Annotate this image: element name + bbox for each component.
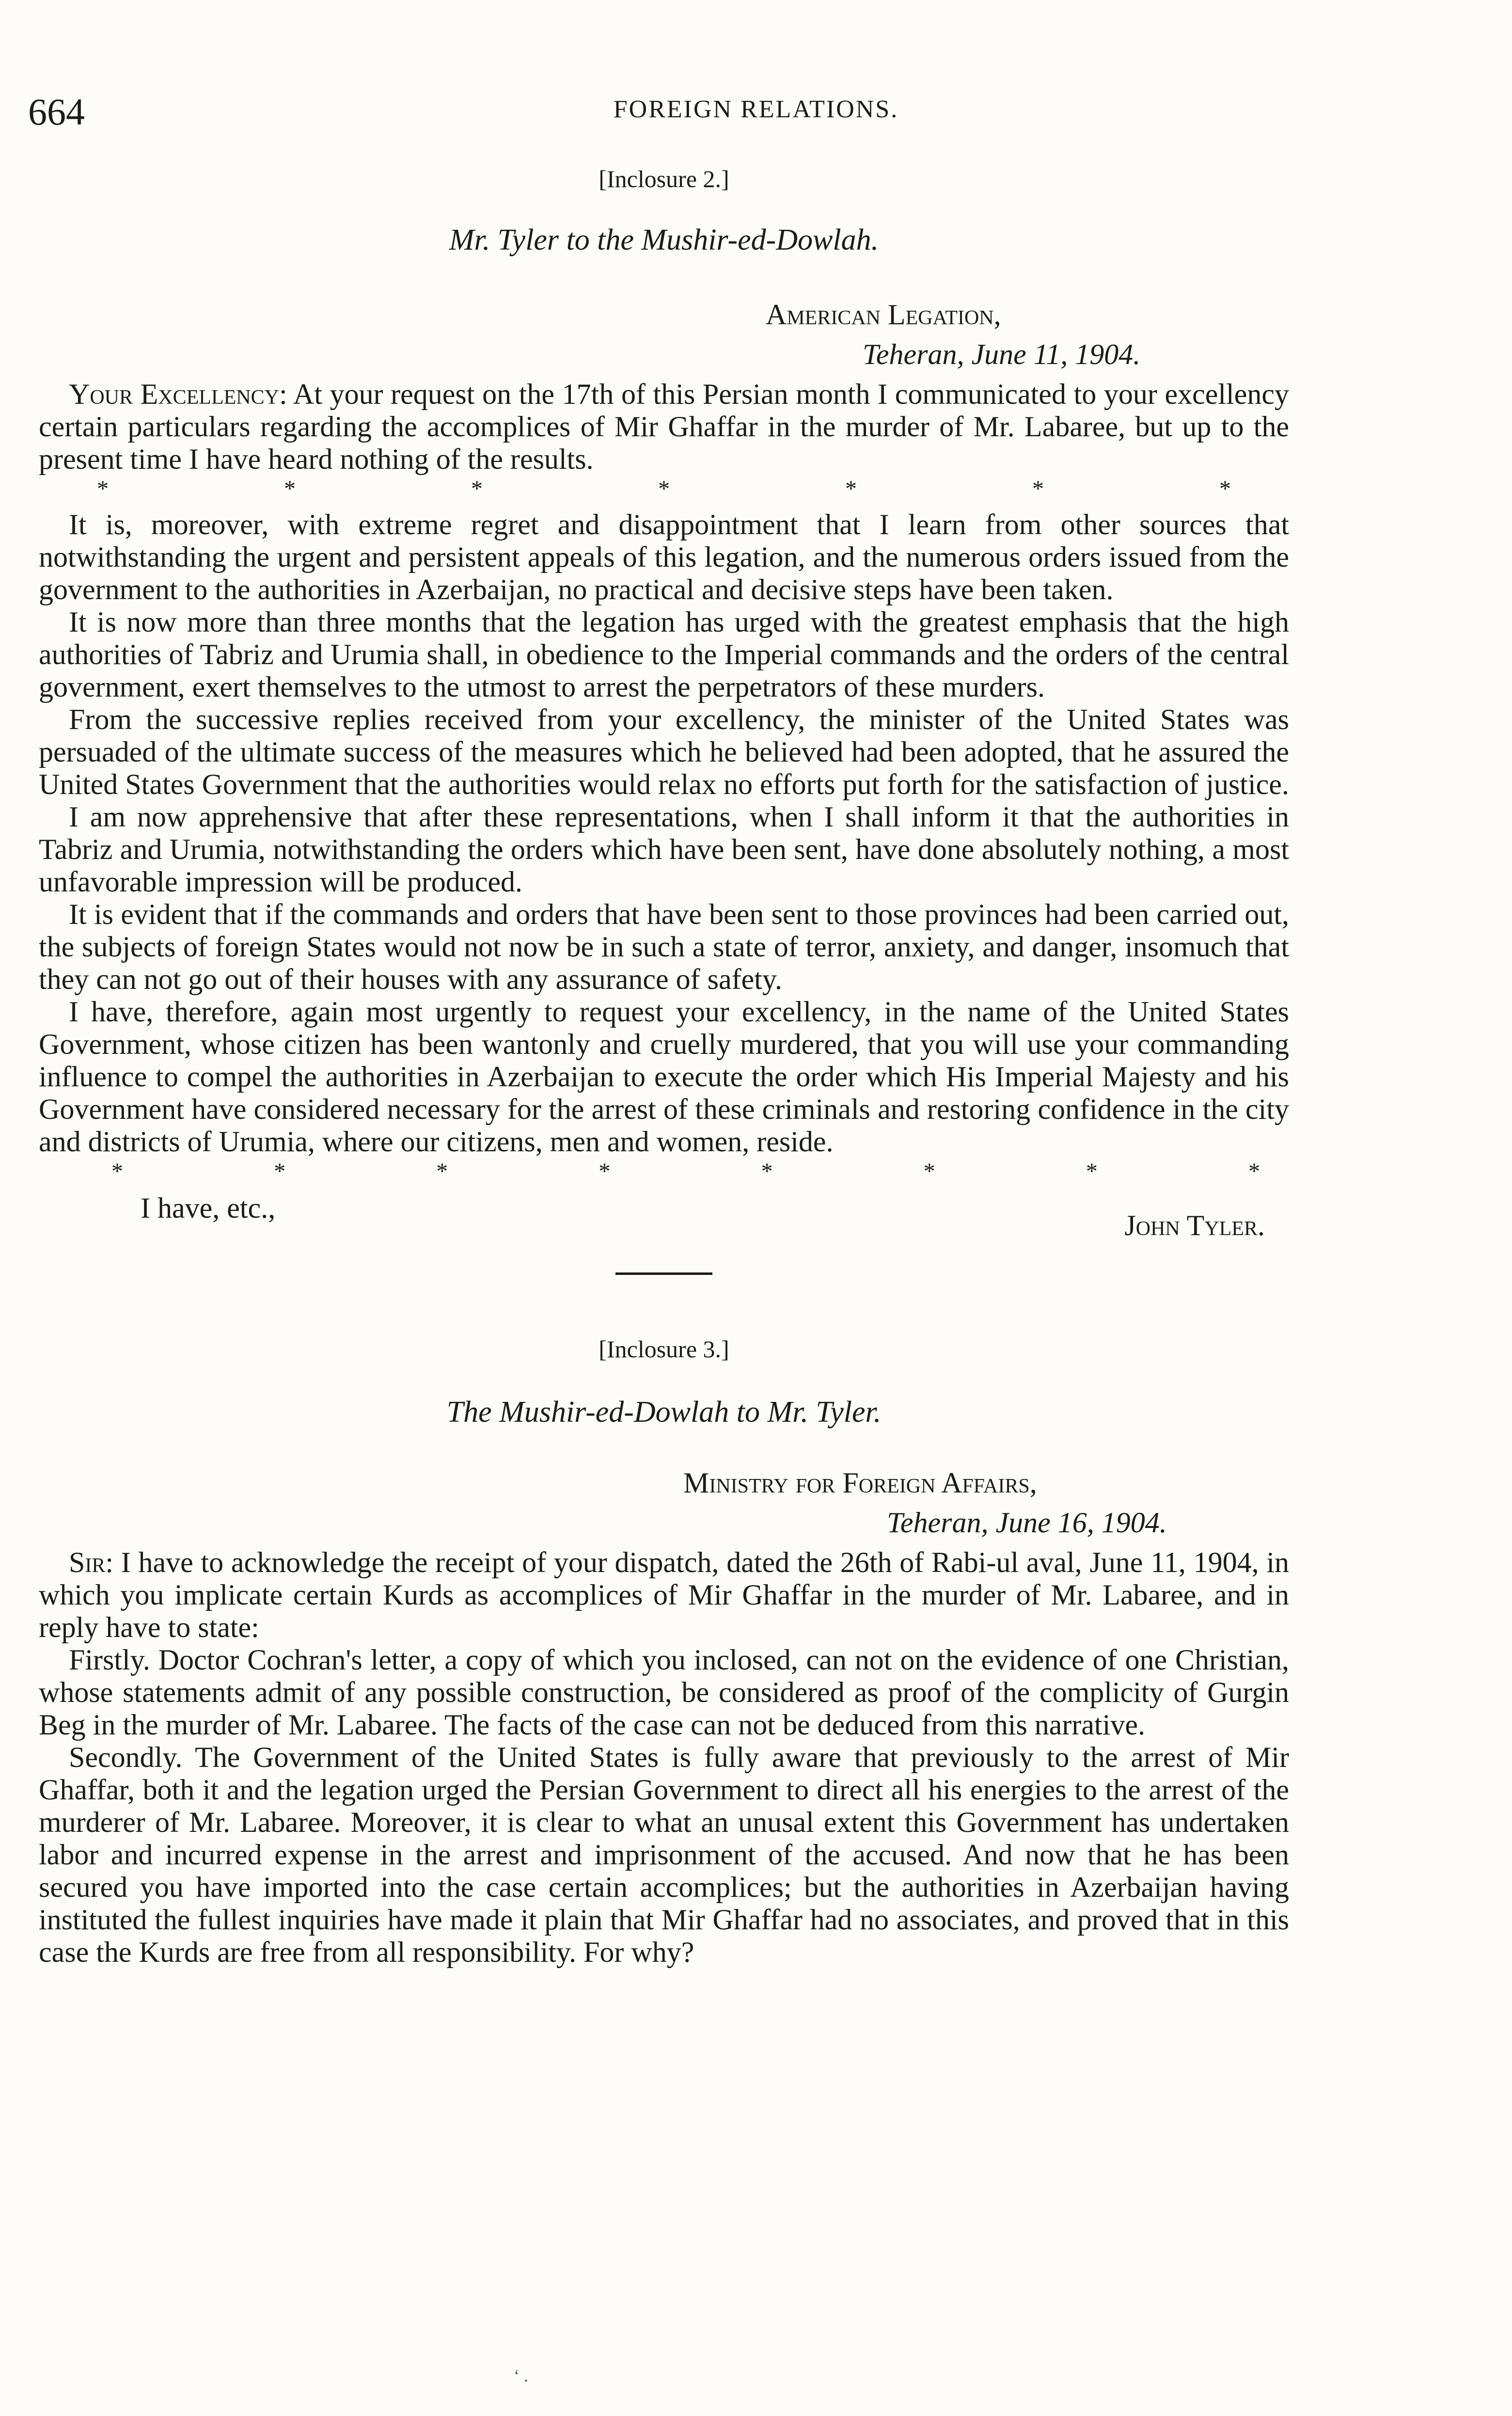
star: * (761, 1159, 773, 1184)
star: * (97, 476, 109, 502)
star: * (274, 1159, 286, 1184)
star: * (1219, 476, 1231, 502)
star: * (471, 476, 483, 502)
inclosure-3-heading (683, 1463, 1289, 1542)
inclosure-2-paragraph: From the successive replies received from your excellency, the minister of the United States was persuaded of the ultimate success of the measures which he believed had been adopted, that he assured the United States Government that the authorities would relax no efforts put forth for the satisfaction of justice. (39, 703, 1289, 800)
inclosure-2-origin: American Legation, (766, 299, 1001, 331)
inclosure-2-place-date: Teheran, June 11, 1904. (863, 338, 1141, 370)
inclosure-3-salutation: Sir (69, 1546, 106, 1578)
closing-phrase: I have, etc., (141, 1192, 276, 1224)
star: * (658, 476, 670, 502)
ellipsis-stars (39, 1158, 1289, 1185)
inclosure-3-paragraph: Firstly. Doctor Cochran's letter, a copy of which you inclosed, can not on the evidence of one Christian, whose statements admit of any possible construction, be considered as proof of the complicity of Gurgin Beg in the murder of Mr. Labaree. The facts of the case can not be deduced from this narrative. (39, 1644, 1289, 1741)
section-divider (615, 1272, 712, 1275)
running-title: FOREIGN RELATIONS. (613, 95, 899, 123)
inclosure-2-title: Mr. Tyler to the Mushir-ed-Dowlah. (449, 223, 879, 256)
inclosure-2-paragraph: It is, moreover, with extreme regret and disappointment that I learn from other sources that notwithstanding the urgent and persistent appeals of this legation, and the numerous orders issued from the government to the authorities in Azerbaijan, no practical and decisive steps have been taken. (39, 509, 1289, 605)
inclosure-3-place-date: Teheran, June 16, 1904. (887, 1507, 1167, 1539)
star: * (1032, 476, 1044, 502)
star: * (436, 1159, 448, 1184)
inclosure-3-origin: Ministry for Foreign Affairs, (683, 1467, 1037, 1499)
inclosure-2-paragraph (39, 378, 1289, 476)
footer-mark: ‘ . (514, 2366, 528, 2385)
inclosure-2-paragraph: It is now more than three months that the legation has urged with the greatest emphasis that the high authorities of Tabriz and Urumia shall, in obedience to the Imperial commands and the orders of the central government, exert themselves to the utmost to arrest the perpetrators of these murders. (39, 606, 1289, 703)
inclosure-2-paragraph-text: : At your request on the 17th of this Persian month I communicated to your excellency certain particulars regarding the accomplices of Mir Ghaffar in the murder of Mr. Labaree, but up to the present time I have heard nothing of the results. (39, 378, 1289, 475)
star: * (1086, 1159, 1098, 1184)
signature: John Tyler. (1124, 1209, 1265, 1241)
star: * (598, 1159, 611, 1184)
inclosure-3-paragraph: Secondly. The Government of the United States is fully aware that previously to the arrest of Mir Ghaffar, both it and the legation urged the Persian Government to direct all his energies to the arrest of the murderer of Mr. Labaree. Moreover, it is clear to what an unusal extent this Government has undertaken labor and incurred expense in the arrest and imprisonment of the accused. And now that he has been secured you have imported into the case certain accomplices; but the authorities in Azerbaijan having instituted the fullest inquiries have made it plain that Mir Ghaffar had no associates, and proved that in this case the Kurds are free from all responsibility. For why? (39, 1741, 1289, 1968)
star: * (845, 476, 857, 502)
inclosure-3-paragraph (39, 1546, 1289, 1644)
star: * (284, 476, 296, 502)
inclosure-2-paragraph: It is evident that if the commands and orders that have been sent to those provinces had been carried out, the subjects of foreign States would not now be in such a state of terror, anxiety, and danger, insomuch that they can not go out of their houses with any assurance of safety. (39, 898, 1289, 995)
inclosure-3-label: [Inclosure 3.] (598, 1335, 729, 1363)
letter-closing (39, 1191, 1289, 1242)
inclosure-2-paragraph: I have, therefore, again most urgently to request your excellency, in the name of the United States Government, whose citizen has been wantonly and cruelly murdered, that you will use your commanding influence to compel the authorities in Azerbaijan to execute the order which His Imperial Majesty and his Government have considered necessary for the arrest of these criminals and restoring confidence in the city and districts of Urumia, where our citizens, men and women, reside. (39, 996, 1289, 1158)
page-number: 664 (28, 91, 85, 133)
inclosure-3-title: The Mushir-ed-Dowlah to Mr. Tyler. (446, 1396, 882, 1429)
star: * (1248, 1159, 1260, 1184)
inclosure-2-label: [Inclosure 2.] (598, 165, 729, 192)
inclosure-2-salutation: Your Excellency (69, 378, 279, 410)
star: * (111, 1159, 123, 1184)
ellipsis-stars (39, 476, 1289, 503)
inclosure-2-paragraph: I am now apprehensive that after these representations, when I shall inform it that the authorities in Tabriz and Urumia, notwithstanding the orders which have been sent, have done absolutely nothing, a most unfavorable impression will be produced. (39, 801, 1289, 898)
star: * (923, 1159, 935, 1184)
inclosure-3-paragraph-text: : I have to acknowledge the receipt of your dispatch, dated the 26th of Rabi-ul aval, June 11, 1904, in which you implicate certain Kurds as accomplices of Mir Ghaffar in the murder of Mr. Labaree, and in reply have to state: (39, 1546, 1289, 1643)
inclosure-2-heading (766, 295, 1289, 374)
page-body (39, 165, 1289, 1969)
